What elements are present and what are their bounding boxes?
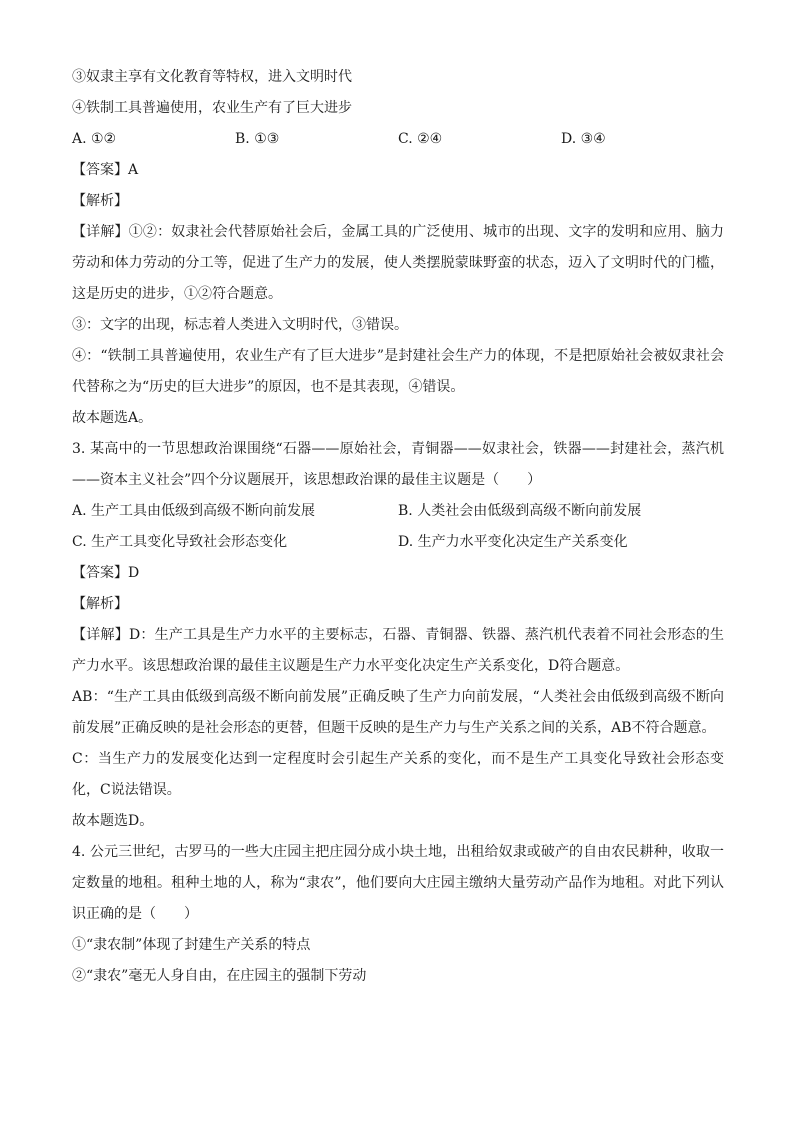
q3-stem: 3. 某高中的一节思想政治课围绕“石器——原始社会，青铜器——奴隶社会，铁器——封建社会，蒸汽机——资本主义社会”四个分议题展开，该思想政治课的最佳主议题是（ ） — [72, 441, 724, 488]
q3-detail-2: AB：“生产工具由低级到高级不断向前发展”正确反映了生产力向前发展，“人类社会由低级到高级不断向前发展”正确反映的是社会形态的更替，但题干反映的是生产力与生产关系之间的关系，AB不符合题意。 — [72, 689, 724, 736]
q3-options-row-2 — [72, 527, 724, 558]
q2-detail-1: 【详解】①②：奴隶社会代替原始社会后，金属工具的广泛使用、城市的出现、文字的发明和应用、脑力劳动和体力劳动的分工等，促进了生产力的发展，使人类摆脱蒙昧野蛮的状态，迈入了文明时代的门槛，这是历史的进步，①②符合题意。 — [72, 224, 724, 302]
q2-options — [72, 124, 724, 155]
answer-label: 【答案】 — [72, 565, 128, 581]
answer-value: D — [128, 565, 140, 581]
q3-answer — [72, 558, 724, 589]
q2-option-d: D. ③④ — [561, 131, 606, 147]
q3-detail-3: C：当生产力的发展变化达到一定程度时会引起生产关系的变化，而不是生产工具变化导致社会形态变化，C说法错误。 — [72, 751, 724, 798]
q4-item-1: ①“隶农制”体现了封建生产关系的特点 — [72, 937, 311, 953]
q2-item-4: ④铁制工具普遍使用，农业生产有了巨大进步 — [72, 100, 352, 116]
document-page — [72, 62, 724, 992]
q3-conclusion: 故本题选D。 — [72, 813, 154, 829]
q3-option-b: B. 人类社会由低级到高级不断向前发展 — [398, 503, 642, 519]
answer-label: 【答案】 — [72, 162, 128, 178]
q3-analysis-label: 【解析】 — [72, 596, 128, 612]
q2-item-3: ③奴隶主享有文化教育等特权，进入文明时代 — [72, 69, 352, 85]
q2-option-c: C. ②④ — [398, 131, 443, 147]
q3-option-a: A. 生产工具由低级到高级不断向前发展 — [72, 503, 316, 519]
q4-stem: 4. 公元三世纪，古罗马的一些大庄园主把庄园分成小块土地，出租给奴隶或破产的自由农民耕种，收取一定数量的地租。租种土地的人，称为“隶农”，他们要向大庄园主缴纳大量劳动产品作为地租。对此下列认识正确的是（ ） — [72, 844, 724, 922]
q2-analysis-label: 【解析】 — [72, 193, 128, 209]
q3-options-row-1 — [72, 496, 724, 527]
q4-item-2: ②“隶农”毫无人身自由，在庄园主的强制下劳动 — [72, 968, 367, 984]
q2-conclusion: 故本题选A。 — [72, 410, 153, 426]
q2-option-b: B. ①③ — [235, 131, 280, 147]
q2-answer — [72, 155, 724, 186]
q2-detail-3: ④：“铁制工具普遍使用，农业生产有了巨大进步”是封建社会生产力的体现，不是把原始社会被奴隶社会代替称之为“历史的巨大进步”的原因，也不是其表现，④错误。 — [72, 348, 724, 395]
q2-option-a: A. ①② — [72, 131, 117, 147]
q2-detail-2: ③：文字的出现，标志着人类进入文明时代，③错误。 — [72, 317, 408, 333]
q3-detail-1: 【详解】D：生产工具是生产力水平的主要标志，石器、青铜器、铁器、蒸汽机代表着不同社会形态的生产力水平。该思想政治课的最佳主议题是生产力水平变化决定生产关系变化，D符合题意。 — [72, 627, 724, 674]
q3-option-c: C. 生产工具变化导致社会形态变化 — [72, 534, 288, 550]
answer-value: A — [128, 162, 139, 178]
q3-option-d: D. 生产力水平变化决定生产关系变化 — [398, 534, 628, 550]
